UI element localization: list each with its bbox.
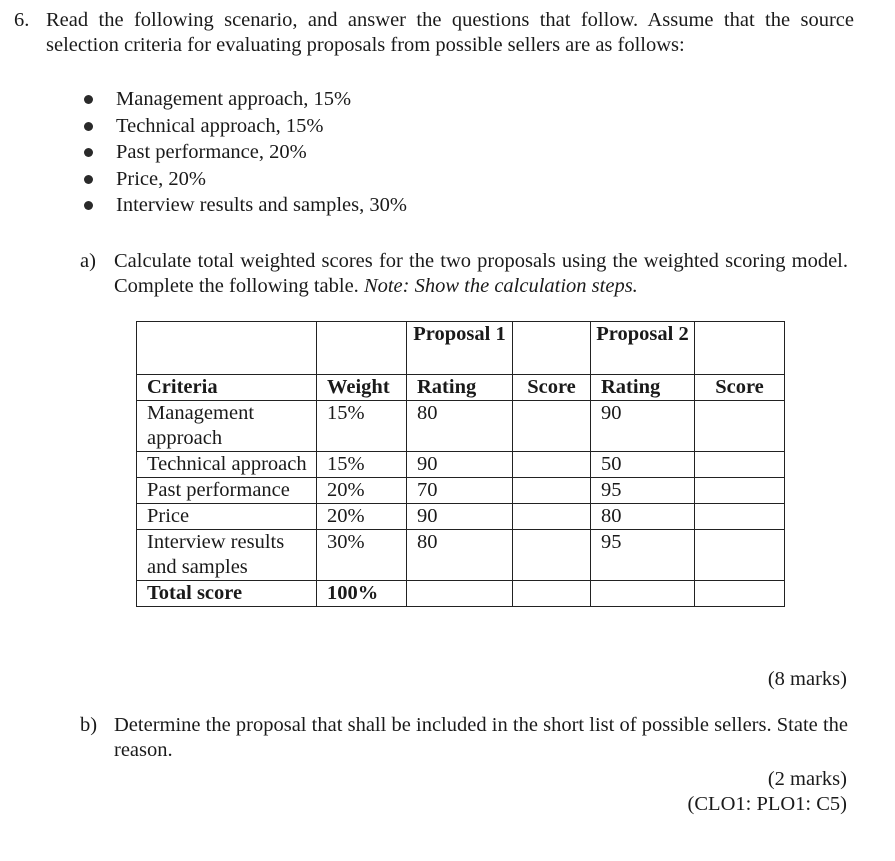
rating-1-cell: 80 <box>407 401 513 452</box>
rating-2-cell: 90 <box>591 401 695 452</box>
table-cell-empty <box>137 322 317 375</box>
table-row <box>137 478 785 504</box>
part-a-text: Calculate total weighted scores for the two proposals using the weighted scoring model. Complete the following table. <box>114 250 848 297</box>
bullet-icon <box>84 95 93 104</box>
table-cell-empty <box>695 322 785 375</box>
criteria-list-text: Technical approach, 15% <box>116 114 324 137</box>
criteria-cell: Technical approach <box>137 452 317 478</box>
part-b <box>80 713 848 763</box>
part-b-marks: (2 marks) <box>767 768 847 790</box>
table-row <box>137 530 785 581</box>
score-2-cell <box>695 530 785 581</box>
weight-cell: 15% <box>317 401 407 452</box>
weighted-scoring-table <box>136 321 785 607</box>
criteria-list-text: Price, 20% <box>116 167 206 190</box>
score-1-cell <box>513 452 591 478</box>
weight-cell: 20% <box>317 478 407 504</box>
score-2-cell <box>695 478 785 504</box>
criteria-list-text: Past performance, 20% <box>116 141 307 163</box>
proposal-1-header: Proposal 1 <box>407 322 513 375</box>
rating-2-cell: 95 <box>591 478 695 504</box>
total-score-2-rating-cell <box>591 581 695 607</box>
score-2-cell <box>695 452 785 478</box>
criteria-list-text: Interview results and samples, 30% <box>116 194 407 216</box>
part-b-letter: b) <box>80 714 98 736</box>
rating-2-cell: 80 <box>591 504 695 530</box>
table-header-row-proposals <box>137 322 785 375</box>
total-score-1-rating-cell <box>407 581 513 607</box>
table-row <box>137 504 785 530</box>
total-label-cell: Total score <box>137 581 317 607</box>
rating-2-cell: 50 <box>591 452 695 478</box>
criteria-cell: Price <box>137 504 317 530</box>
score-1-cell <box>513 530 591 581</box>
criteria-list-text: Management approach, 15% <box>116 88 352 110</box>
rating-2-cell: 95 <box>591 530 695 581</box>
column-header-score-2: Score <box>695 375 785 401</box>
table-row <box>137 401 785 452</box>
score-2-cell <box>695 504 785 530</box>
table-header-row-columns <box>137 375 785 401</box>
question-text: Read the following scenario, and answer the questions that follow. Assume that the source selection criteria for evaluating proposals from possible sellers are as follows: <box>46 9 854 56</box>
weight-cell: 15% <box>317 452 407 478</box>
criteria-list-item <box>84 166 407 193</box>
part-a <box>80 249 848 299</box>
bullet-icon <box>84 175 93 184</box>
score-1-cell <box>513 401 591 452</box>
column-header-criteria: Criteria <box>137 375 317 401</box>
weight-cell: 30% <box>317 530 407 581</box>
column-header-rating-2: Rating <box>591 375 695 401</box>
criteria-cell: Interview results and samples <box>137 530 317 581</box>
bullet-icon <box>84 201 93 210</box>
score-2-cell <box>695 401 785 452</box>
rating-1-cell: 80 <box>407 530 513 581</box>
criteria-list-item <box>84 139 407 166</box>
table-total-row <box>137 581 785 607</box>
column-header-score-1: Score <box>513 375 591 401</box>
criteria-list <box>84 86 407 219</box>
clo-plo-label: (CLO1: PLO1: C5) <box>687 793 847 815</box>
score-1-cell <box>513 504 591 530</box>
criteria-list-item <box>84 86 407 113</box>
question-number: 6. <box>14 9 30 31</box>
part-a-letter: a) <box>80 250 96 272</box>
part-a-note-text: Show the calculation steps. <box>414 275 638 297</box>
proposal-2-header: Proposal 2 <box>591 322 695 375</box>
part-b-text: Determine the proposal that shall be included in the short list of possible sellers. State the reason. <box>114 714 848 761</box>
bullet-icon <box>84 148 93 157</box>
table-cell-empty <box>513 322 591 375</box>
column-header-weight: Weight <box>317 375 407 401</box>
criteria-list-item <box>84 113 407 140</box>
question-header <box>14 8 854 58</box>
total-weight-cell: 100% <box>317 581 407 607</box>
score-1-cell <box>513 478 591 504</box>
part-a-note-label: Note: <box>363 275 410 297</box>
rating-1-cell: 90 <box>407 504 513 530</box>
bullet-icon <box>84 122 93 131</box>
table-row <box>137 452 785 478</box>
total-score-2-cell <box>695 581 785 607</box>
part-a-text-block <box>114 249 848 299</box>
rating-1-cell: 90 <box>407 452 513 478</box>
weight-cell: 20% <box>317 504 407 530</box>
column-header-rating-1: Rating <box>407 375 513 401</box>
criteria-cell: Management approach <box>137 401 317 452</box>
rating-1-cell: 70 <box>407 478 513 504</box>
part-a-marks: (8 marks) <box>767 668 847 690</box>
criteria-cell: Past performance <box>137 478 317 504</box>
total-score-1-cell <box>513 581 591 607</box>
table-cell-empty <box>317 322 407 375</box>
criteria-list-item <box>84 192 407 219</box>
